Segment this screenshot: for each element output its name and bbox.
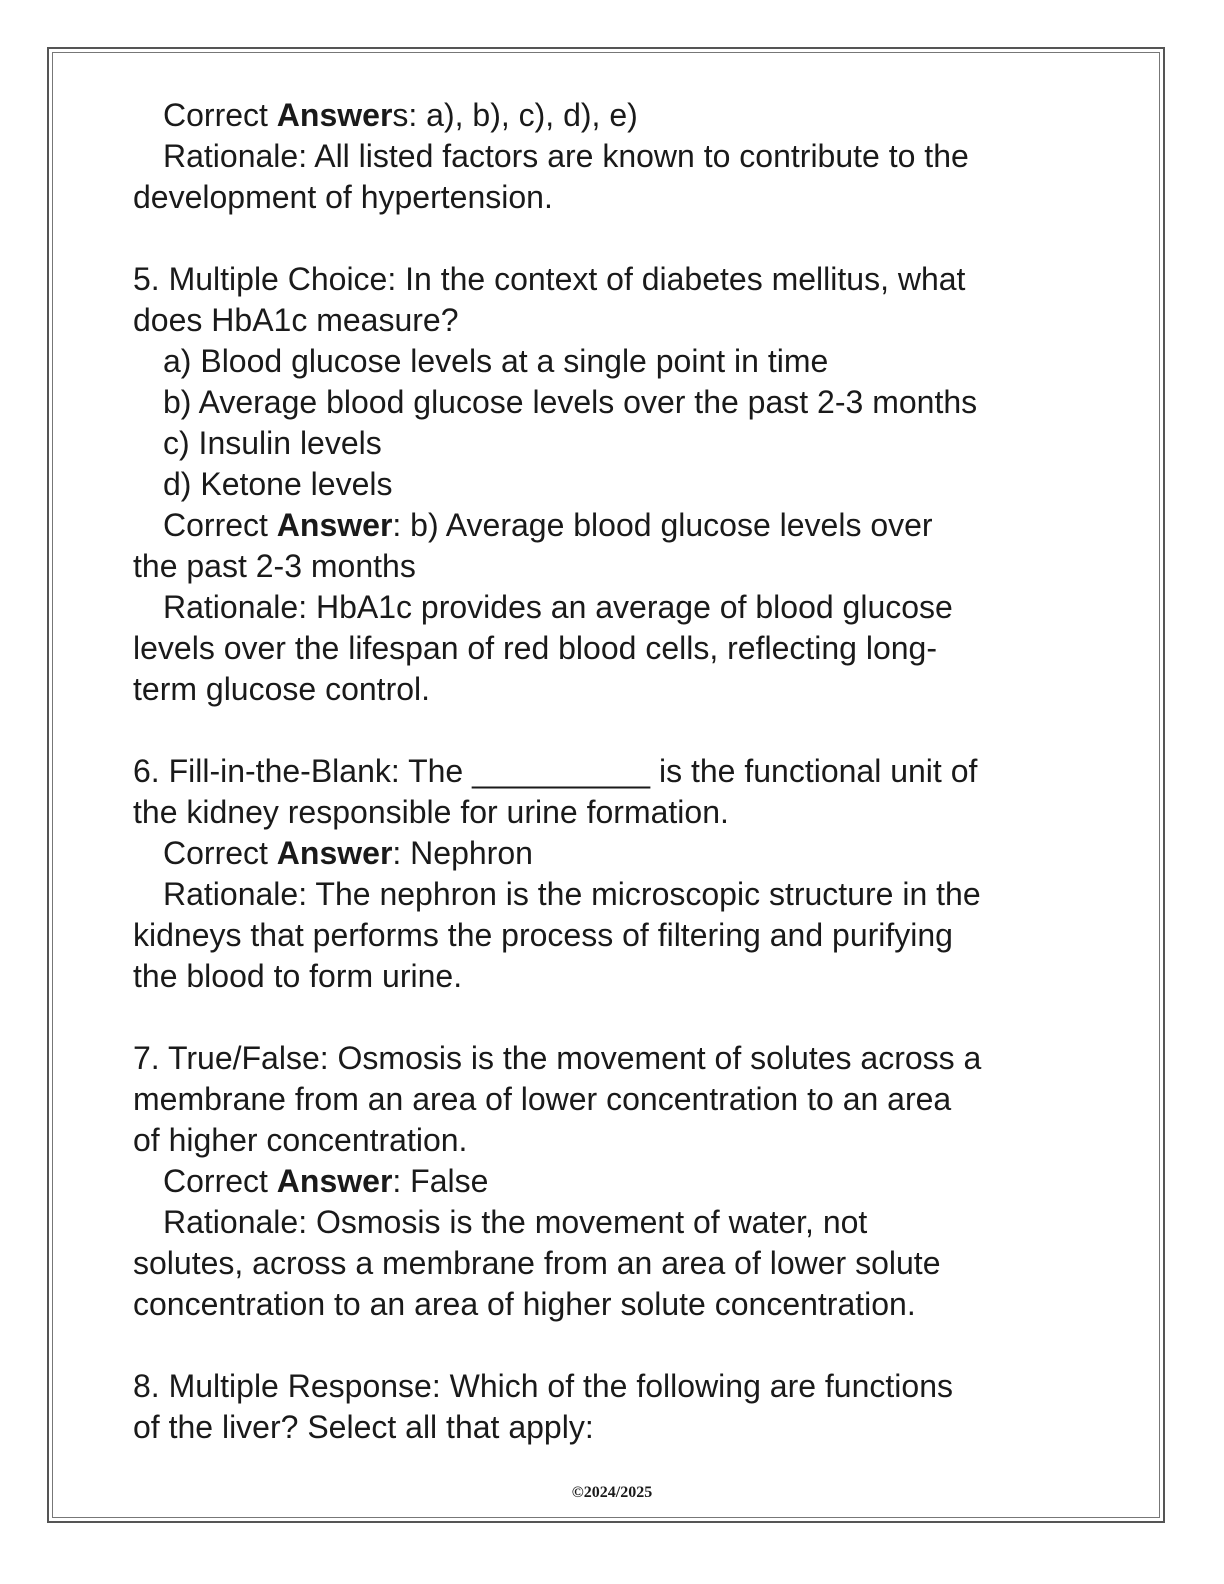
q5-option-a: a) Blood glucose levels at a single point in time [163, 343, 829, 379]
q5-rationale-line: term glucose control. [133, 671, 431, 707]
document-body [133, 95, 1093, 1448]
q5-rationale-line: levels over the lifespan of red blood cells, reflecting long- [133, 630, 937, 666]
spacer [133, 997, 1093, 1038]
q4-correct-answer: Correct Answers: a), b), c), d), e) [163, 97, 638, 133]
q5-stem: 5. Multiple Choice: In the context of diabetes mellitus, what [133, 261, 966, 297]
q6-stem: the kidney responsible for urine formation. [133, 794, 729, 830]
q5-option-d: d) Ketone levels [163, 466, 393, 502]
q7-correct-answer: Correct Answer: False [163, 1163, 489, 1199]
q7-rationale-line: Rationale: Osmosis is the movement of water, not [163, 1204, 868, 1240]
q5-correct-answer-cont: the past 2-3 months [133, 548, 416, 584]
q7-stem: membrane from an area of lower concentration to an area [133, 1081, 952, 1117]
q7-rationale-line: solutes, across a membrane from an area of lower solute [133, 1245, 941, 1281]
spacer [133, 1325, 1093, 1366]
spacer [133, 218, 1093, 259]
q7-stem: 7. True/False: Osmosis is the movement of solutes across a [133, 1040, 982, 1076]
q7-stem: of higher concentration. [133, 1122, 468, 1158]
copyright-footer: ©2024/2025 [571, 1484, 653, 1501]
q5-correct-answer: Correct Answer: b) Average blood glucose levels over [163, 507, 933, 543]
q5-stem: does HbA1c measure? [133, 302, 459, 338]
spacer [133, 710, 1093, 751]
q6-correct-answer: Correct Answer: Nephron [163, 835, 533, 871]
q5-option-b: b) Average blood glucose levels over the past 2-3 months [163, 384, 978, 420]
q6-stem: 6. Fill-in-the-Blank: The __________ is the functional unit of [133, 753, 978, 789]
q7-rationale-line: concentration to an area of higher solute concentration. [133, 1286, 916, 1322]
q6-rationale-line: the blood to form urine. [133, 958, 463, 994]
q4-rationale-line: Rationale: All listed factors are known to contribute to the [163, 138, 969, 174]
q5-option-c: c) Insulin levels [163, 425, 382, 461]
q5-rationale-line: Rationale: HbA1c provides an average of blood glucose [163, 589, 953, 625]
q4-rationale-line: development of hypertension. [133, 179, 553, 215]
q8-stem: of the liver? Select all that apply: [133, 1409, 594, 1445]
q6-rationale-line: kidneys that performs the process of filtering and purifying [133, 917, 953, 953]
q6-rationale-line: Rationale: The nephron is the microscopic structure in the [163, 876, 981, 912]
q8-stem: 8. Multiple Response: Which of the following are functions [133, 1368, 953, 1404]
